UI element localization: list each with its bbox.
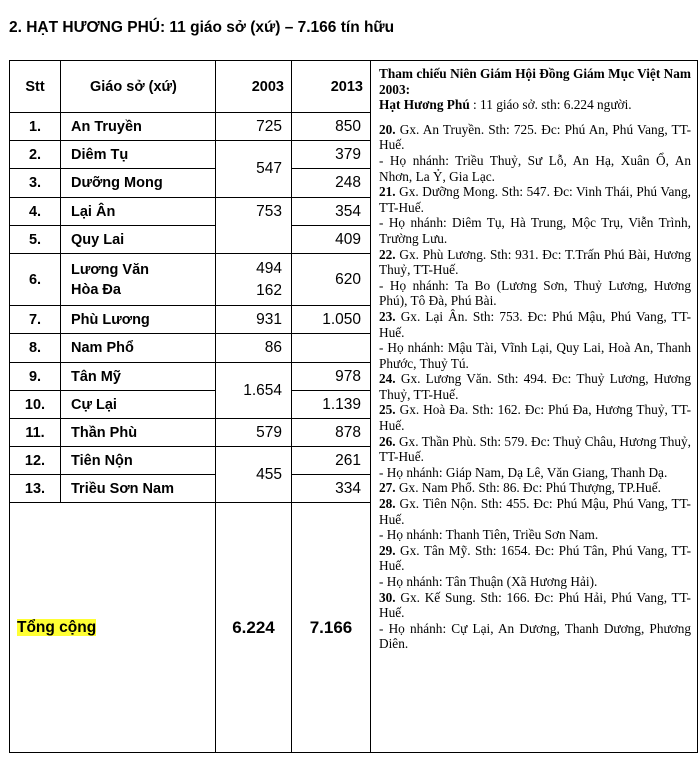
- row-2013: 354: [292, 198, 371, 226]
- row-name: Nam Phổ: [61, 334, 216, 363]
- total-label: Tổng cộng: [10, 503, 216, 753]
- reference-entry: 28. Gx. Tiên Nộn. Sth: 455. Đc: Phú Mậu, Phú Vang, TT-Huế.: [379, 496, 691, 527]
- reference-entry: 22. Gx. Phù Lương. Sth: 931. Đc: T.Trấn Phú Bài, Hương Thuỷ, TT-Huế.: [379, 246, 691, 278]
- row-name: An Truyền: [61, 113, 216, 141]
- row-name: Tiên Nộn: [61, 447, 216, 475]
- row-2013: 1.050: [292, 306, 371, 334]
- reference-entry: 26. Gx. Thần Phù. Sth: 579. Đc: Thuỷ Châu, Hương Thuỷ, TT-Huế.: [379, 433, 691, 465]
- row-2013: 261: [292, 447, 371, 475]
- row-stt: 8.: [10, 334, 61, 363]
- row-2003: 579: [216, 419, 292, 447]
- row-stt: 13.: [10, 475, 61, 503]
- row-stt: 7.: [10, 306, 61, 334]
- row-2013: [292, 334, 371, 363]
- reference-entry: - Họ nhánh: Triều Thuỷ, Sư Lỗ, An Hạ, Xuân Ổ, An Nhơn, La Ỷ, Gia Lạc.: [379, 152, 691, 184]
- reference-entry: 24. Gx. Lương Văn. Sth: 494. Đc: Thuỷ Lương, Hương Thuỷ, TT-Huế.: [379, 371, 691, 402]
- total-2013: 7.166: [292, 503, 371, 753]
- row-name: Phù Lương: [61, 306, 216, 334]
- reference-entry: 23. Gx. Lại Ân. Sth: 753. Đc: Phú Mậu, Phú Vang, TT-Huế.: [379, 308, 691, 340]
- row-2013: 620: [292, 254, 371, 306]
- row-2003: 931: [216, 306, 292, 334]
- parish-table: [9, 60, 698, 753]
- row-stt: 6.: [10, 254, 61, 306]
- row-2013: 248: [292, 169, 371, 198]
- header-2013: 2013: [292, 61, 371, 113]
- row-2013: 1.139: [292, 391, 371, 419]
- reference-entry: - Họ nhánh: Diêm Tụ, Hà Trung, Mộc Trụ, Viễn Trình, Trường Lưu.: [379, 215, 691, 246]
- row-name: Dưỡng Mong: [61, 169, 216, 198]
- row-2003: 547: [216, 141, 292, 198]
- page-title: 2. HẠT HƯƠNG PHÚ: 11 giáo sở (xứ) – 7.166 tín hữu: [9, 19, 395, 36]
- row-name: Triều Sơn Nam: [61, 475, 216, 503]
- reference-entry: 29. Gx. Tân Mỹ. Sth: 1654. Đc: Phú Tân, Phú Vang, TT-Huế.: [379, 542, 691, 574]
- row-stt: 3.: [10, 169, 61, 198]
- row-name: Cự Lại: [61, 391, 216, 419]
- reference-entry: - Họ nhánh: Tân Thuận (Xã Hương Hải).: [379, 574, 598, 589]
- reference-heading: Tham chiếu Niên Giám Hội Đồng Giám Mục Việt Nam 2003:: [379, 66, 691, 97]
- row-2003: 725: [216, 113, 292, 141]
- row-stt: 5.: [10, 226, 61, 254]
- header-parish: Giáo sở (xứ): [61, 61, 216, 113]
- total-2003: 6.224: [216, 503, 292, 753]
- row-2003: 1.654: [216, 363, 292, 419]
- row-stt: 2.: [10, 141, 61, 169]
- header-stt: Stt: [10, 61, 61, 113]
- row-name: Quy Lai: [61, 226, 216, 254]
- reference-entry: - Họ nhánh: Giáp Nam, Dạ Lê, Văn Giang, Thanh Dạ.: [379, 464, 668, 480]
- reference-entry: 30. Gx. Kế Sung. Sth: 166. Đc: Phú Hải, Phú Vang, TT-Huế.: [379, 589, 691, 621]
- reference-entry: 20. Gx. An Truyền. Sth: 725. Đc: Phú An, Phú Vang, TT-Huế.: [379, 121, 691, 153]
- reference-entry: - Họ nhánh: Thanh Tiên, Triều Sơn Nam.: [379, 527, 599, 543]
- reference-entry: 27. Gx. Nam Phổ. Sth: 86. Đc: Phú Thượng, TP.Huế.: [379, 480, 661, 496]
- row-name: Lại Ân: [61, 198, 216, 226]
- row-2003: 86: [216, 334, 292, 363]
- row-2013: 409: [292, 226, 371, 254]
- header-2003: 2003: [216, 61, 292, 113]
- reference-entry: - Họ nhánh: Mậu Tài, Vĩnh Lại, Quy Lai, Hoà An, Thanh Phước, Thuỷ Tú.: [379, 340, 691, 371]
- reference-entry: 25. Gx. Hoà Đa. Sth: 162. Đc: Phú Đa, Hương Thuỷ, TT-Huế.: [379, 402, 691, 434]
- row-2003: 753: [216, 198, 292, 254]
- row-stt: 4.: [10, 198, 61, 226]
- row-stt: 9.: [10, 363, 61, 391]
- row-stt: 12.: [10, 447, 61, 475]
- row-name: Diêm Tụ: [61, 141, 216, 169]
- row-2013: 379: [292, 141, 371, 169]
- reference-summary: Hạt Hương Phú : 11 giáo sở. sth: 6.224 người.: [379, 97, 632, 113]
- reference-entries: [379, 122, 691, 652]
- row-2013: 978: [292, 363, 371, 391]
- row-name: Tân Mỹ: [61, 363, 216, 391]
- reference-entry: 21. Gx. Dưỡng Mong. Sth: 547. Đc: Vinh Thái, Phú Vang, TT-Huế.: [379, 184, 691, 215]
- row-name: Lương Văn Hòa Đa: [61, 254, 216, 306]
- reference-entry: - Họ nhánh: Cự Lại, An Dương, Thanh Dương, Phương Diên.: [379, 620, 691, 652]
- row-stt: 1.: [10, 113, 61, 141]
- row-2003: 455: [216, 447, 292, 503]
- row-stt: 10.: [10, 391, 61, 419]
- row-2013: 334: [292, 475, 371, 503]
- row-stt: 11.: [10, 419, 61, 447]
- row-2013: 878: [292, 419, 371, 447]
- reference-entry: - Họ nhánh: Ta Bo (Lương Sơn, Thuỷ Lương, Hương Phú), Tô Đà, Phú Bài.: [379, 277, 691, 309]
- row-2013: 850: [292, 113, 371, 141]
- row-2003: 494 162: [216, 254, 292, 306]
- row-name: Thần Phù: [61, 419, 216, 447]
- reference-notes: [371, 61, 698, 753]
